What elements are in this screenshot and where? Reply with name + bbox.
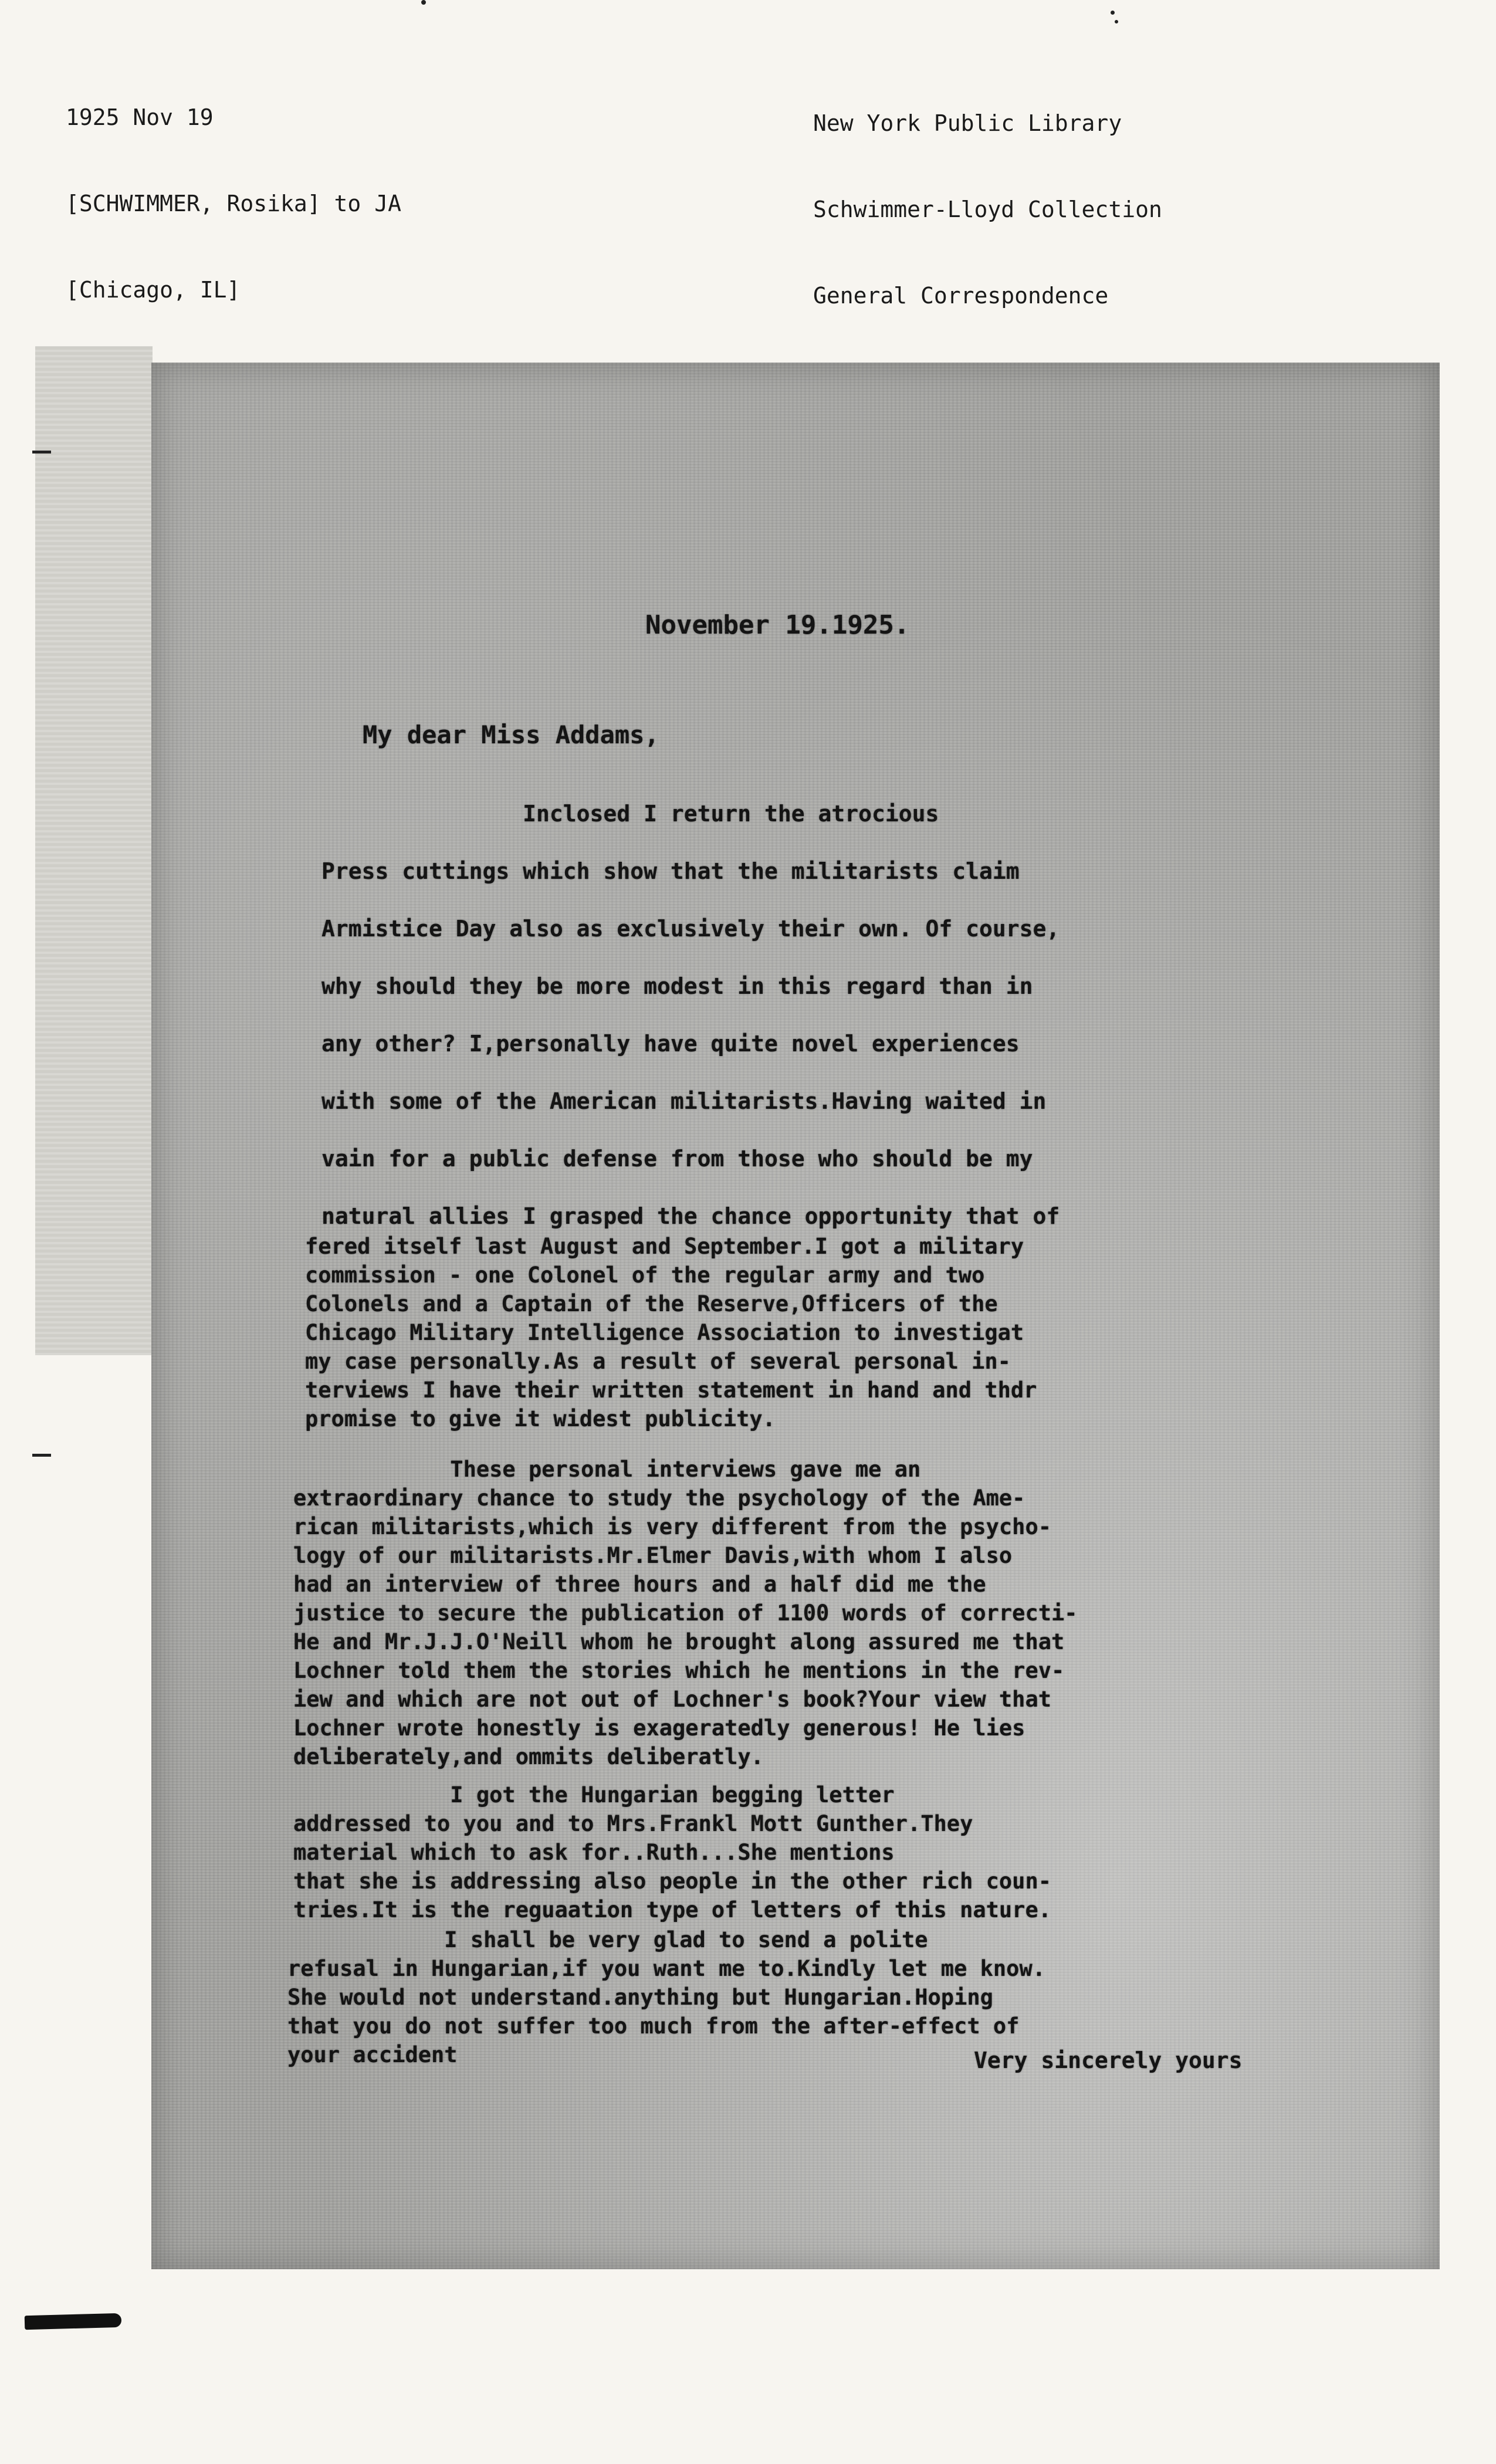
text-line: justice to secure the publication of 1100 words of correcti- [293,1600,1078,1626]
text-line: Chicago Military Intelligence Association to investigat [305,1320,1024,1345]
speck [421,0,426,5]
text-line: natural allies I grasped the chance opportunity that of [321,1203,1060,1229]
text-line: with some of the American militarists.Having waited in [321,1088,1047,1114]
citation-correspondents: [SCHWIMMER, Rosika] to JA [66,191,401,216]
text-line: deliberately,and ommits deliberatly. [293,1744,764,1769]
citation-library: New York Public Library [813,110,1122,136]
text-line: any other? I,personally have quite novel experiences [321,1031,1020,1057]
letter-date: November 19.1925. [645,610,910,640]
citation-place: [Chicago, IL] [66,277,241,303]
text-line: that she is addressing also people in the other rich coun- [293,1869,1052,1894]
text-line: terviews I have their written statement in hand and thdr [305,1377,1037,1403]
text-line: Press cuttings which show that the militarists claim [321,858,1020,884]
text-line: rican militarists,which is very different from the psycho- [293,1514,1052,1539]
letter-closing: Very sincerely yours [974,2047,1243,2073]
text-line: that you do not suffer too much from the after-effect of [287,2013,1020,2039]
text-line: I got the Hungarian begging letter [293,1782,895,1808]
letter-salutation: My dear Miss Addams, [363,720,659,749]
text-line: had an interview of three hours and a half did me the [293,1572,986,1597]
letter-paragraph-4 [293,1781,1349,1924]
text-line: addressed to you and to Mrs.Frankl Mott Gunther.They [293,1811,973,1836]
text-line: promise to give it widest publicity. [305,1406,776,1431]
bottom-margin-mark [25,2313,122,2330]
text-line: tries.It is the reguaation type of letters of this nature. [293,1897,1052,1923]
text-line: vain for a public defense from those who should be my [321,1146,1033,1172]
text-line: refusal in Hungarian,if you want me to.Kindly let me know. [287,1956,1046,1981]
photocopy-left-margin [35,346,153,1355]
text-line: Inclosed I return the atrocious [321,801,939,827]
citation-collection: Schwimmer-Lloyd Collection [813,197,1162,222]
text-line: iew and which are not out of Lochner's book?Your view that [293,1687,1052,1712]
text-line: your accident [287,2042,458,2067]
text-line: Lochner told them the stories which he mentions in the rev- [293,1658,1065,1683]
text-line: material which to ask for..Ruth...She mentions [293,1840,895,1865]
archive-citation-right [813,52,1162,339]
text-line: He and Mr.J.J.O'Neill whom he brought along assured me that [293,1629,1065,1654]
letter-paragraph-3 [293,1455,1349,1771]
text-line: These personal interviews gave me an [293,1457,921,1482]
speck [1115,20,1118,23]
text-line: commission - one Colonel of the regular army and two [305,1263,985,1288]
letter-paragraph-2 [305,1232,1349,1433]
citation-date: 1925 Nov 19 [66,104,214,130]
text-line: I shall be very glad to send a polite [287,1927,928,1952]
text-line: extraordinary chance to study the psychology of the Ame- [293,1485,1025,1511]
text-line: Colonels and a Captain of the Reserve,Officers of the [305,1291,998,1316]
citation-series: General Correspondence [813,283,1109,309]
letter-paragraph-1 [321,785,1295,1245]
margin-mark [32,1454,51,1457]
text-line: Armistice Day also as exclusively their own. Of course, [321,916,1060,942]
text-line: She would not understand.anything but Hungarian.Hoping [287,1985,993,2010]
speck [1111,11,1115,15]
text-line: why should they be more modest in this regard than in [321,973,1033,999]
text-line: fered itself last August and September.I got a military [305,1234,1024,1259]
margin-mark [32,451,51,453]
text-line: logy of our militarists.Mr.Elmer Davis,with whom I also [293,1543,1013,1568]
text-line: Lochner wrote honestly is exageratedly generous! He lies [293,1715,1025,1741]
text-line: my case personally.As a result of several personal in- [305,1349,1011,1374]
